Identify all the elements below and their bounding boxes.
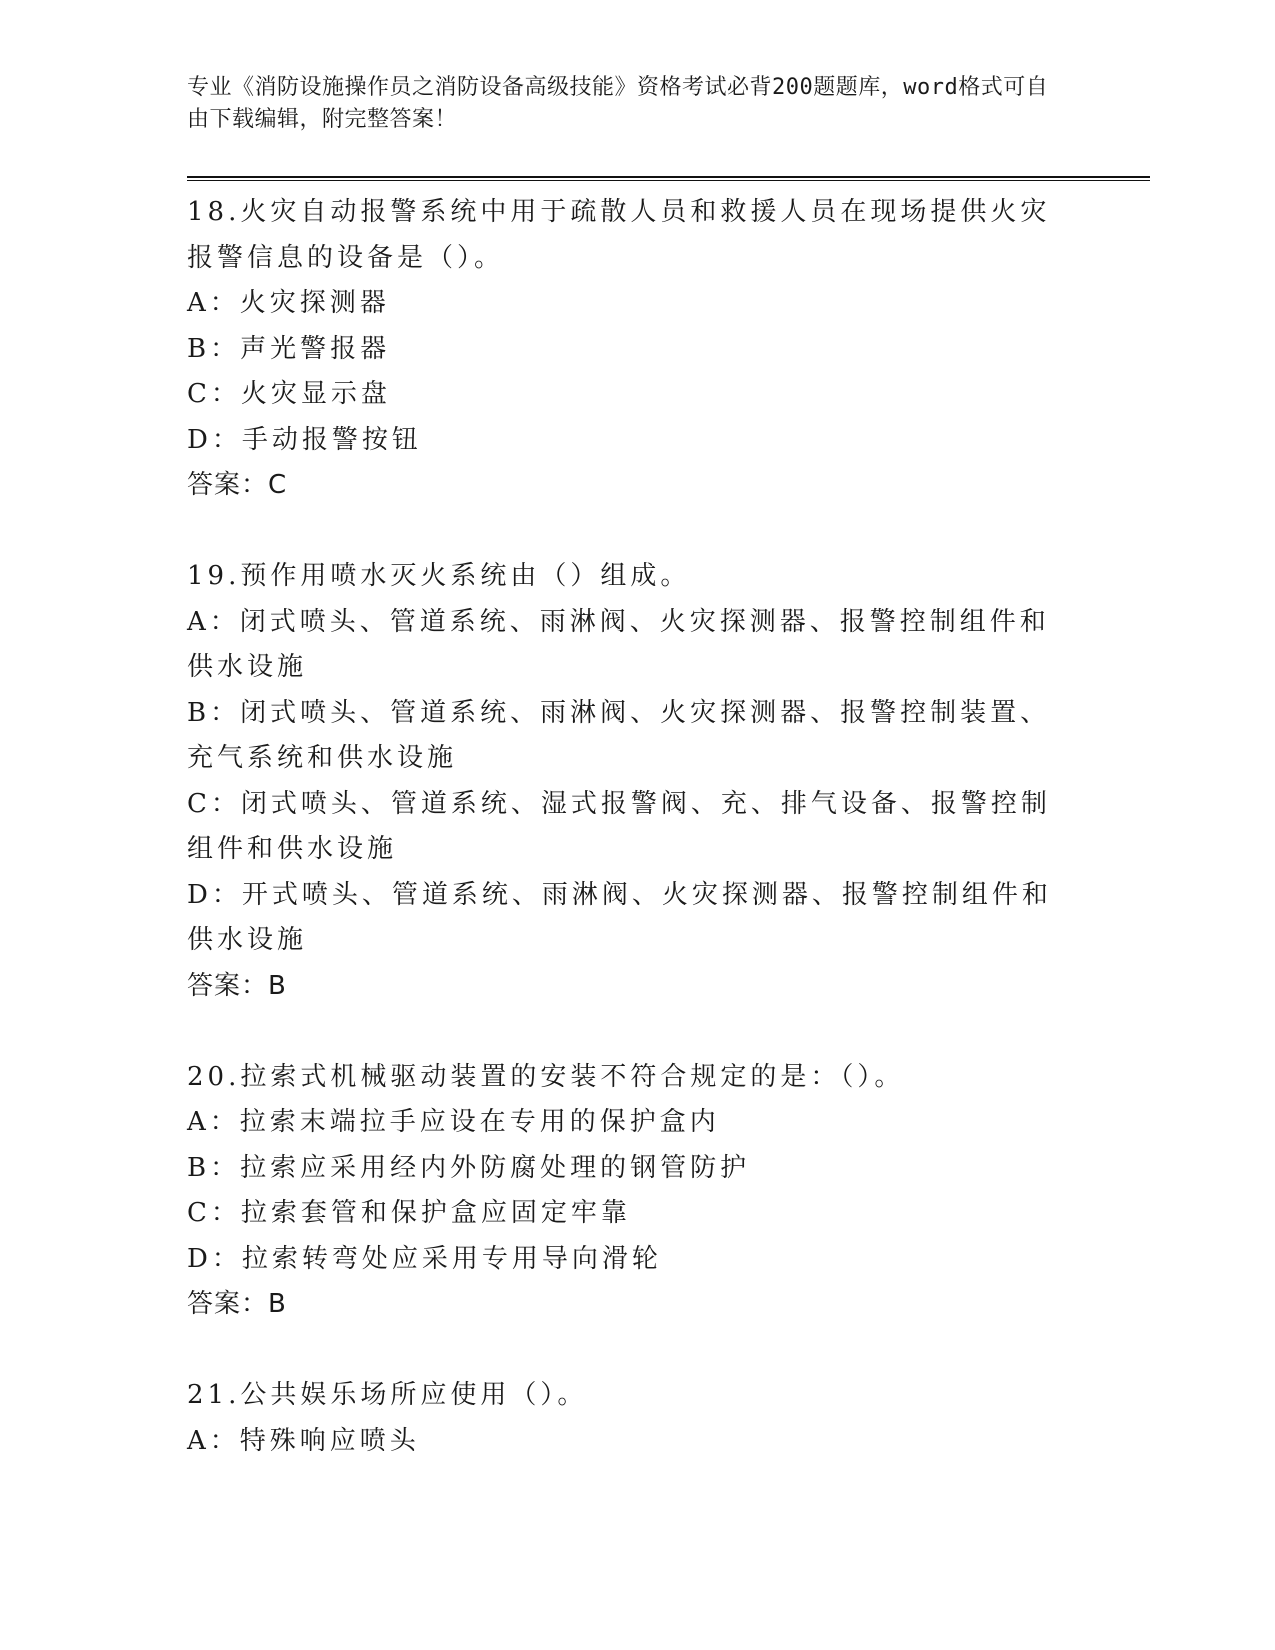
document-header: 专业《消防设施操作员之消防设备高级技能》资格考试必背200题题库，word格式可自由下载编辑，附完整答案！ [187,75,1049,132]
option-a: A：特殊响应喷头 [187,1425,420,1456]
answer: 答案：C [187,470,288,500]
question-text: 19.预作用喷水灭火系统由（）组成。 [187,561,691,591]
answer: 答案：B [187,1289,287,1319]
question-text: 18.火灾自动报警系统中用于疏散人员和救援人员在现场提供火灾报警信息的设备是（）。 [187,197,1051,273]
option-d: D：开式喷头、管道系统、雨淋阀、火灾探测器、报警控制组件和供水设施 [187,879,1052,955]
option-b: B：声光警报器 [187,333,391,364]
option-b: B：闭式喷头、管道系统、雨淋阀、火灾探测器、报警控制装置、充气系统和供水设施 [187,697,1051,773]
header-divider [187,176,1150,181]
option-d: D：手动报警按钮 [187,424,422,455]
option-c: C：闭式喷头、管道系统、湿式报警阀、充、排气设备、报警控制组件和供水设施 [187,788,1051,864]
question-21 [187,1373,1067,1464]
option-a: A：火灾探测器 [187,288,390,318]
option-c: C：拉索套管和保护盒应固定牢靠 [187,1198,631,1228]
question-20 [187,1055,1067,1328]
question-text: 20.拉索式机械驱动装置的安装不符合规定的是：（）。 [187,1061,905,1092]
question-18 [187,190,1067,509]
question-19 [187,554,1067,1009]
option-d: D：拉索转弯处应采用专用导向滑轮 [187,1243,662,1274]
question-text: 21.公共娱乐场所应使用（）。 [187,1380,588,1410]
answer: 答案：B [187,970,287,1001]
question-list [187,190,1067,1464]
option-a: A：拉索末端拉手应设在专用的保护盒内 [187,1107,720,1137]
option-c: C：火灾显示盘 [187,379,391,409]
option-b: B：拉索应采用经内外防腐处理的钢管防护 [187,1152,751,1183]
option-a: A：闭式喷头、管道系统、雨淋阀、火灾探测器、报警控制组件和供水设施 [187,606,1050,682]
